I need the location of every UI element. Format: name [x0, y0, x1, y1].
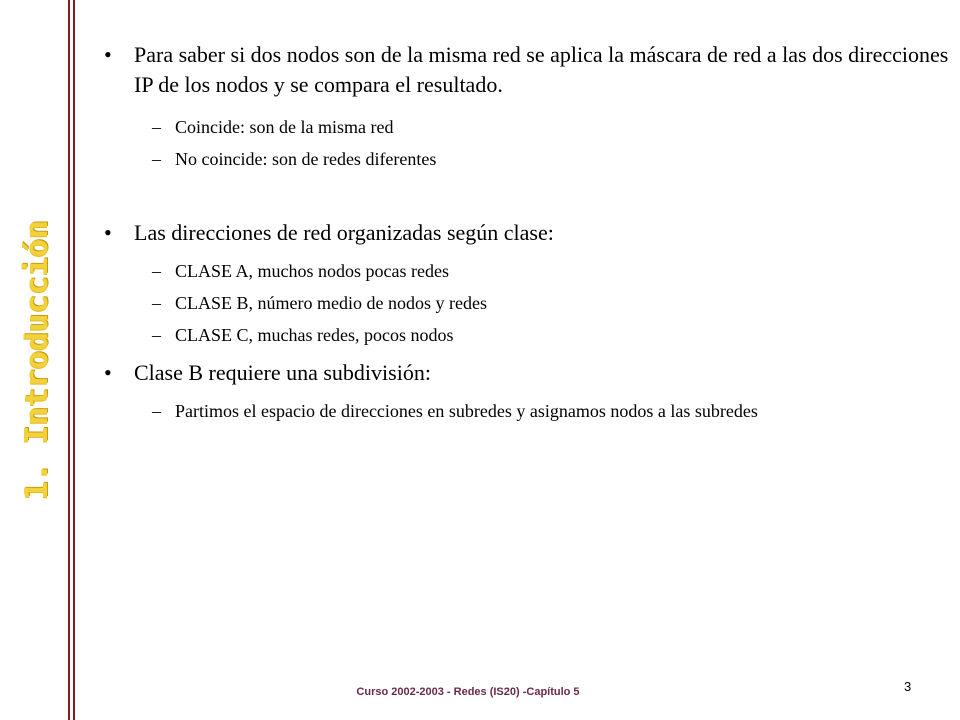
sub-item — [152, 258, 952, 284]
bullet-item — [104, 358, 954, 388]
sub-item — [152, 290, 952, 316]
sub-text: No coincide: son de redes diferentes — [175, 149, 437, 169]
sub-text: CLASE A, muchos nodos pocas redes — [175, 261, 449, 281]
bullet-marker: • — [104, 42, 112, 67]
sub-text: CLASE B, número medio de nodos y redes — [175, 293, 487, 313]
dash-marker: – — [152, 149, 161, 169]
sub-text: CLASE C, muchas redes, pocos nodos — [175, 325, 454, 345]
dash-marker: – — [152, 261, 161, 281]
dash-marker: – — [152, 401, 161, 421]
dash-marker: – — [152, 325, 161, 345]
dash-marker: – — [152, 117, 161, 137]
dash-marker: – — [152, 293, 161, 313]
sub-item — [152, 398, 952, 424]
sub-text: Coincide: son de la misma red — [175, 117, 394, 137]
footer-text: Curso 2002-2003 - Redes (IS20) -Capítulo 5 — [356, 686, 580, 698]
bullet-text: Para saber si dos nodos son de la misma red se aplica la máscara de red a las dos direcciones IP de los nodos y se compara el resultado. — [134, 42, 949, 97]
bullet-text: Las direcciones de red organizadas según clase: — [134, 220, 554, 245]
bullet-item — [104, 218, 954, 248]
bullet-item — [104, 40, 954, 100]
section-title: 1. Introducción — [19, 220, 55, 500]
sub-item — [152, 322, 952, 348]
sub-item — [152, 114, 952, 140]
bullet-marker: • — [104, 220, 112, 245]
sub-item — [152, 146, 952, 172]
page-number: 3 — [904, 679, 912, 694]
bullet-marker: • — [104, 360, 112, 385]
bullet-text: Clase B requiere una subdivisión: — [134, 360, 431, 385]
sub-text: Partimos el espacio de direcciones en subredes y asignamos nodos a las subredes — [175, 401, 758, 421]
